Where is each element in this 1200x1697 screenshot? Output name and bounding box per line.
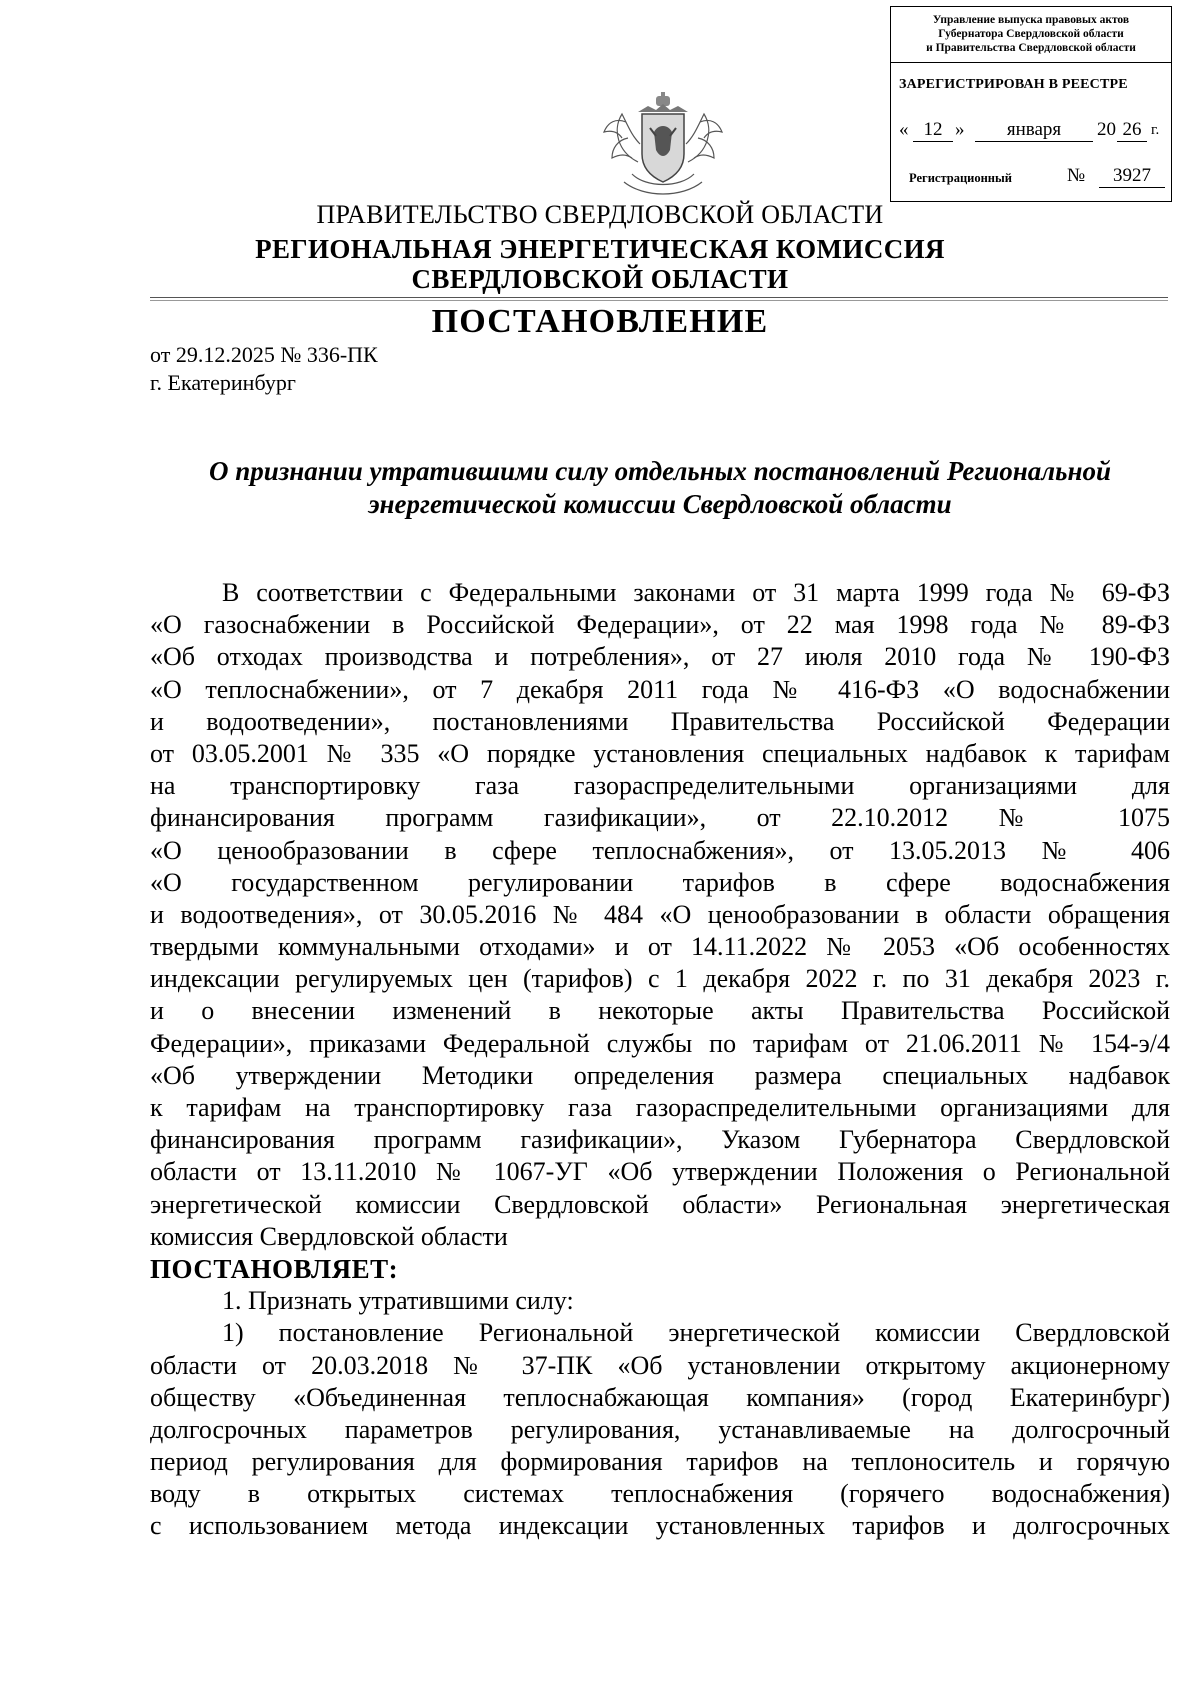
subitem-line: обществу «Объединенная теплоснабжающая компания» (город Екатеринбург)	[150, 1382, 1170, 1412]
preamble-line: от 03.05.2001 № 335 «О порядке установления специальных надбавок к тарифам	[150, 738, 1170, 768]
preamble-line: энергетической комиссии Свердловской области» Региональная энергетическая	[150, 1189, 1170, 1219]
document-body	[150, 577, 1170, 1543]
subitem-line: 1) постановление Региональной энергетической комиссии Свердловской	[222, 1318, 1170, 1348]
document-type-title: ПОСТАНОВЛЕНИЕ	[431, 303, 769, 340]
stamp-office-line: Губернатора Свердловской области	[938, 28, 1124, 40]
preamble-line: «О газоснабжении в Российской Федерации», от 22 мая 1998 года № 89-ФЗ	[150, 610, 1170, 640]
preamble-line: индексации регулируемых цен (тарифов) с 1 декабря 2022 г. по 31 декабря 2023 г.	[150, 964, 1170, 994]
preamble-line: и о внесении изменений в некоторые акты Правительства Российской	[150, 996, 1170, 1026]
decree-word: ПОСТАНОВЛЯЕТ:	[150, 1253, 399, 1284]
coat-of-arms-emblem	[598, 92, 728, 200]
government-name: ПРАВИТЕЛЬСТВО СВЕРДЛОВСКОЙ ОБЛАСТИ	[316, 200, 884, 229]
stamp-day: 12	[913, 119, 953, 142]
subitem-line: период регулирования для формирования тарифов на теплоноситель и горячую	[150, 1447, 1170, 1477]
stamp-month: января	[975, 119, 1093, 142]
registration-stamp	[890, 6, 1172, 202]
stamp-date	[899, 119, 1165, 143]
stamp-office-line: Управление выпуска правовых актов	[932, 14, 1130, 26]
preamble-line: финансирования программ газификации», Указом Губернатора Свердловской	[150, 1125, 1170, 1155]
subitem-line: с использованием метода индексации установленных тарифов и долгосрочных	[150, 1511, 1170, 1541]
stamp-registered: ЗАРЕГИСТРИРОВАН В РЕЕСТРЕ	[899, 77, 1128, 92]
stamp-quote-close: »	[955, 119, 965, 140]
stamp-year-prefix: 20	[1097, 119, 1116, 140]
preamble-line: и водоотведении», постановлениями Правительства Российской Федерации	[150, 706, 1170, 736]
preamble-line: Федерации», приказами Федеральной службы по тарифам от 21.06.2011 № 154-э/4	[150, 1028, 1170, 1058]
stamp-office-line: и Правительства Свердловской области	[926, 42, 1136, 54]
preamble-line: «О ценообразовании в сфере теплоснабжения», от 13.05.2013 № 406	[150, 835, 1170, 865]
preamble-line: комиссия Свердловской области	[150, 1221, 508, 1251]
document-city: г. Екатеринбург	[150, 370, 296, 395]
preamble-line: В соответствии с Федеральными законами от 31 марта 1999 года № 69-ФЗ	[222, 578, 1170, 607]
stamp-office	[891, 7, 1171, 63]
commission-name-line1: РЕГИОНАЛЬНАЯ ЭНЕРГЕТИЧЕСКАЯ КОМИССИЯ	[255, 234, 945, 264]
header-divider	[150, 297, 1168, 298]
stamp-reg-label: Регистрационный	[909, 171, 1012, 185]
subject-line: энергетической комиссии Свердловской области	[368, 489, 952, 519]
stamp-quote-open: «	[899, 119, 909, 140]
preamble-line: и водоотведения», от 30.05.2016 № 484 «О ценообразовании в области обращения	[150, 899, 1170, 929]
document-number-date: от 29.12.2025 № 336-ПК	[150, 342, 378, 367]
subitem-line: области от 20.03.2018 № 37-ПК «Об установлении открытому акционерному	[150, 1350, 1170, 1380]
stamp-reg-number	[909, 165, 1165, 191]
stamp-no-sign: №	[1067, 165, 1086, 186]
preamble-line: области от 13.11.2010 № 1067-УГ «Об утверждении Положения о Региональной	[150, 1157, 1170, 1187]
stamp-reg-value: 3927	[1099, 165, 1165, 188]
preamble-line: финансирования программ газификации», от 22.10.2012 № 1075	[150, 803, 1170, 833]
preamble-line: твердыми коммунальными отходами» и от 14.11.2022 № 2053 «Об особенностях	[150, 932, 1170, 962]
subject-line: О признании утратившими силу отдельных постановлений Региональной	[208, 456, 1111, 486]
preamble-line: «Об утверждении Методики определения размера специальных надбавок	[150, 1060, 1170, 1090]
preamble-line: к тарифам на транспортировку газа газораспределительными организациями для	[150, 1093, 1170, 1122]
subitem-line: долгосрочных параметров регулирования, устанавливаемые на долгосрочный	[150, 1414, 1170, 1444]
preamble-line: «Об отходах производства и потребления», от 27 июля 2010 года № 190-ФЗ	[150, 642, 1170, 672]
stamp-year-mark: г.	[1151, 122, 1160, 138]
preamble-line: «О государственном регулировании тарифов в сфере водоснабжения	[150, 867, 1170, 897]
header-divider-thin	[150, 300, 1168, 301]
stamp-year-suffix: 26	[1117, 119, 1147, 142]
document-subject	[150, 455, 1170, 521]
preamble-line: на транспортировку газа газораспределительными организациями для	[150, 771, 1170, 801]
subitem-line: воду в открытых системах теплоснабжения (горячего водоснабжения)	[150, 1479, 1170, 1509]
preamble-line: «О теплоснабжении», от 7 декабря 2011 года № 416-ФЗ «О водоснабжении	[150, 674, 1170, 704]
item-1: 1. Признать утратившими силу:	[222, 1286, 574, 1316]
commission-name-line2: СВЕРДЛОВСКОЙ ОБЛАСТИ	[411, 264, 789, 294]
